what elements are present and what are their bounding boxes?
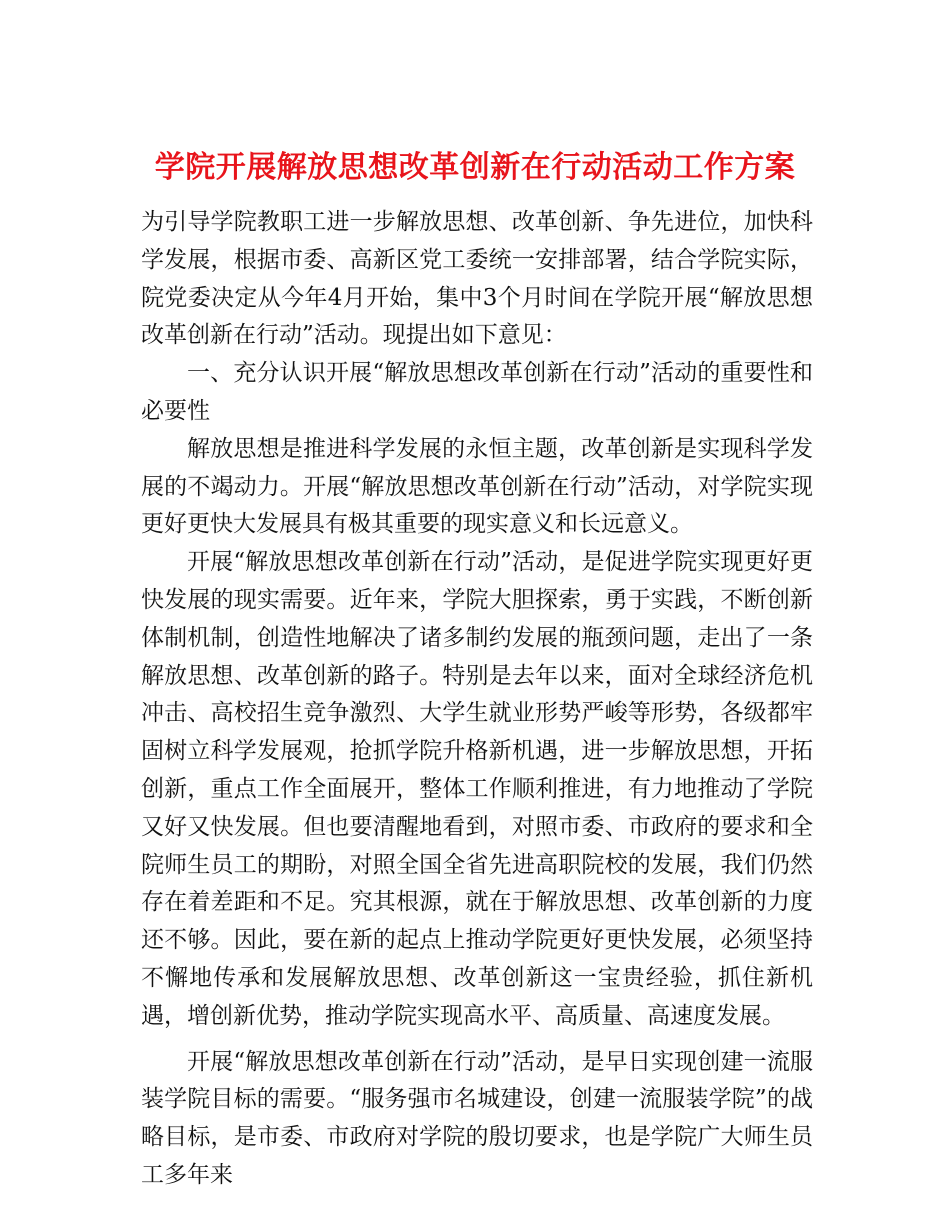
paragraph-intro: 为引导学院教职工进一步解放思想、改革创新、争先进位，加快科学发展，根据市委、高新区党工委统一安排部署，结合学院实际，院党委决定从今年4月开始，集中3个月时间在学院开展“解放思想改革创新在行动”活动。现提出如下意见：: [141, 209, 813, 349]
document-title: 学院开展解放思想改革创新在行动活动工作方案: [154, 150, 796, 186]
paragraph-body-2: 开展“解放思想改革创新在行动”活动，是促进学院实现更好更快发展的现实需要。近年来，学院大胆探索，勇于实践，不断创新体制机制，创造性地解决了诸多制约发展的瓶颈问题，走出了一条解放思想、改革创新的路子。特别是去年以来，面对全球经济危机冲击、高校招生竞争激烈、大学生就业形势严峻等形势，各级都牢固树立科学发展观，抢抓学院升格新机遇，进一步解放思想，开拓创新，重点工作全面展开，整体工作顺利推进，有力地推动了学院又好又快发展。但也要清醒地看到，对照市委、市政府的要求和全院师生员工的期盼，对照全国全省先进高职院校的发展，我们仍然存在着差距和不足。究其根源，就在于解放思想、改革创新的力度还不够。因此，要在新的起点上推动学院更好更快发展，必须坚持不懈地传承和发展解放思想、改革创新这一宝贵经验，抓住新机遇，增创新优势，推动学院实现高水平、高质量、高速度发展。: [141, 549, 813, 1029]
paragraph-section-heading-1: 一、充分认识开展“解放思想改革创新在行动”活动的重要性和必要性: [141, 360, 813, 424]
paragraph-body-1: 解放思想是推进科学发展的永恒主题，改革创新是实现科学发展的不竭动力。开展“解放思想改革创新在行动”活动，对学院实现更好更快大发展具有极其重要的现实意义和长远意义。: [141, 435, 813, 538]
paragraph-body-3: 开展“解放思想改革创新在行动”活动，是早日实现创建一流服装学院目标的需要。“服务强市名城建设，创建一流服装学院”的战略目标，是市委、市政府对学院的殷切要求，也是学院广大师生员工多年来: [141, 1048, 813, 1188]
document-body: [141, 204, 813, 1195]
